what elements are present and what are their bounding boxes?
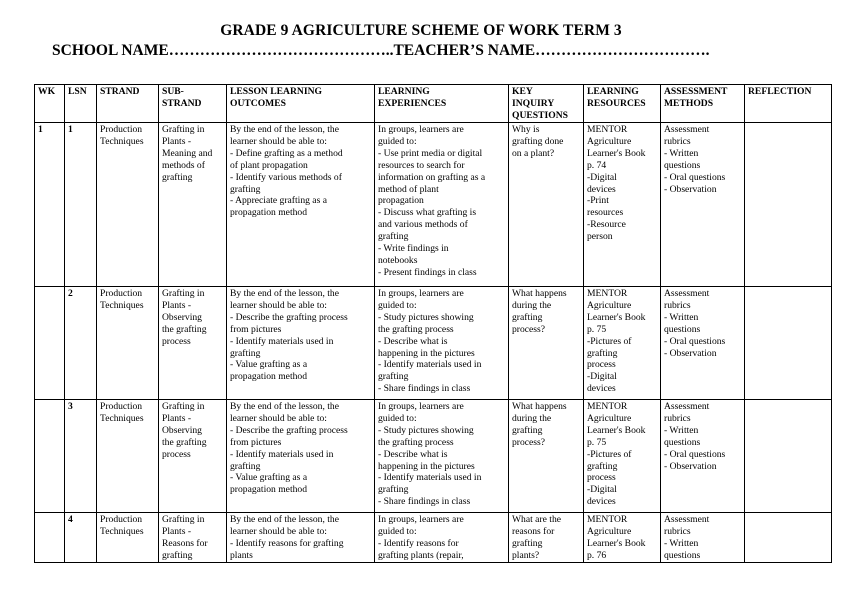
cell-experiences: In groups, learners are guided to: - Study pictures showing the grafting process - Describe what is happening in the pictures - Identify materials used in grafting - Share findings in class [375, 287, 509, 400]
table-header-row [35, 85, 832, 123]
cell-assessment: Assessment rubrics - Written questions [661, 513, 745, 563]
cell-inquiry: What are the reasons for grafting plants? [509, 513, 584, 563]
table-row [35, 400, 832, 513]
cell-outcomes: By the end of the lesson, the learner should be able to: - Describe the grafting process from pictures - Identify materials used in grafting - Value grafting as a propagation method [227, 287, 375, 400]
cell-assessment: Assessment rubrics - Written questions - Oral questions - Observation [661, 400, 745, 513]
cell-outcomes: By the end of the lesson, the learner should be able to: - Describe the grafting process from pictures - Identify materials used in grafting - Value grafting as a propagation method [227, 400, 375, 513]
header-resources: LEARNING RESOURCES [584, 85, 661, 123]
cell-resources: MENTOR Agriculture Learner's Book p. 74 -Digital devices -Print resources -Resource person [584, 123, 661, 287]
cell-inquiry: What happens during the grafting process? [509, 400, 584, 513]
cell-strand: Production Techniques [97, 123, 159, 287]
cell-experiences: In groups, learners are guided to: - Identify reasons for grafting plants (repair, [375, 513, 509, 563]
cell-reflection [745, 513, 832, 563]
cell-assessment: Assessment rubrics - Written questions - Oral questions - Observation [661, 287, 745, 400]
cell-wk: 1 [35, 123, 65, 287]
cell-experiences: In groups, learners are guided to: - Study pictures showing the grafting process - Describe what is happening in the pictures - Identify materials used in grafting - Share findings in class [375, 400, 509, 513]
cell-strand: Production Techniques [97, 400, 159, 513]
cell-lsn: 2 [65, 287, 97, 400]
cell-assessment: Assessment rubrics - Written questions - Oral questions - Observation [661, 123, 745, 287]
scheme-of-work-table [34, 84, 832, 563]
cell-reflection [745, 123, 832, 287]
cell-sub-strand: Grafting in Plants - Observing the grafting process [159, 287, 227, 400]
header-experiences: LEARNING EXPERIENCES [375, 85, 509, 123]
header-outcomes: LESSON LEARNING OUTCOMES [227, 85, 375, 123]
header-sub-strand: SUB- STRAND [159, 85, 227, 123]
header-strand: STRAND [97, 85, 159, 123]
cell-outcomes: By the end of the lesson, the learner should be able to: - Identify reasons for grafting plants [227, 513, 375, 563]
cell-wk [35, 513, 65, 563]
cell-reflection [745, 400, 832, 513]
cell-inquiry: Why is grafting done on a plant? [509, 123, 584, 287]
page-title: GRADE 9 AGRICULTURE SCHEME OF WORK TERM 3 [220, 22, 622, 39]
table-row [35, 287, 832, 400]
cell-lsn: 4 [65, 513, 97, 563]
cell-strand: Production Techniques [97, 513, 159, 563]
cell-sub-strand: Grafting in Plants - Observing the grafting process [159, 400, 227, 513]
cell-resources: MENTOR Agriculture Learner's Book p. 75 -Pictures of grafting process -Digital devices [584, 400, 661, 513]
header-inquiry: KEY INQUIRY QUESTIONS [509, 85, 584, 123]
cell-wk [35, 400, 65, 513]
cell-inquiry: What happens during the grafting process? [509, 287, 584, 400]
header-wk: WK [35, 85, 65, 123]
cell-sub-strand: Grafting in Plants - Reasons for grafting [159, 513, 227, 563]
cell-lsn: 1 [65, 123, 97, 287]
cell-resources: MENTOR Agriculture Learner's Book p. 76 [584, 513, 661, 563]
cell-sub-strand: Grafting in Plants - Meaning and methods of grafting [159, 123, 227, 287]
cell-lsn: 3 [65, 400, 97, 513]
header-assessment: ASSESSMENT METHODS [661, 85, 745, 123]
cell-reflection [745, 287, 832, 400]
cell-outcomes: By the end of the lesson, the learner should be able to: - Define grafting as a method of plant propagation - Identify various methods of grafting - Appreciate grafting as a propagation method [227, 123, 375, 287]
table-row [35, 123, 832, 287]
cell-strand: Production Techniques [97, 287, 159, 400]
header-lsn: LSN [65, 85, 97, 123]
cell-wk [35, 287, 65, 400]
header-reflection: REFLECTION [745, 85, 832, 123]
cell-experiences: In groups, learners are guided to: - Use print media or digital resources to search for information on grafting as a method of plant propagation - Discuss what grafting is and various methods of grafting - Write findings in notebooks - Present findings in class [375, 123, 509, 287]
school-teacher-line: SCHOOL NAME……………………………………..TEACHER’S NAME……………………………. [52, 42, 710, 59]
cell-resources: MENTOR Agriculture Learner's Book p. 75 -Pictures of grafting process -Digital devices [584, 287, 661, 400]
table-row [35, 513, 832, 563]
